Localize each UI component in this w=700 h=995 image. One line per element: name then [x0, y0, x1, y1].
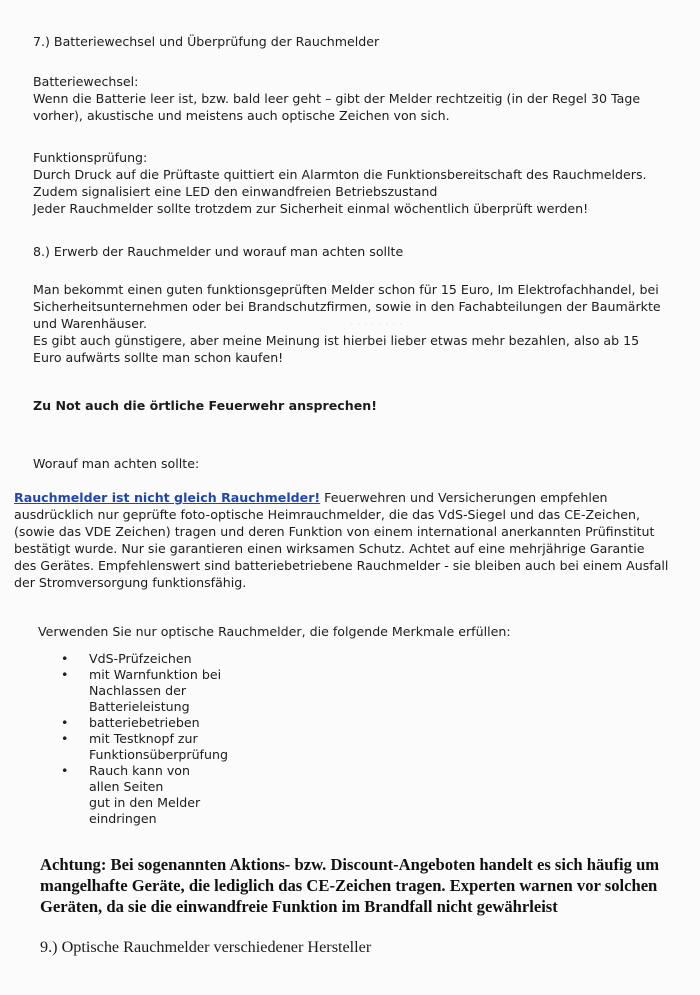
text-line: Achtung: Bei sogenannten Aktions- bzw. Discount-Angeboten handelt es sich häufig um: [40, 855, 660, 874]
text-line: der Stromversorgung funktionsfähig.: [14, 575, 247, 590]
list-item: • mit Testknopf zur Funktionsüberprüfung: [61, 731, 228, 762]
text-line: mangelhafte Geräte, die lediglich das CE-Zeichen tragen. Experten warnen vor solchen: [40, 876, 658, 895]
text-line: Wenn die Batterie leer ist, bzw. bald leer geht – gibt der Melder rechtzeitig (in der Regel 30 Tage: [33, 91, 641, 106]
list-item: • batteriebetrieben: [61, 715, 200, 730]
text-line: Durch Druck auf die Prüftaste quittiert ein Alarmton die Funktionsbereitschaft des Rauchmelders.: [33, 167, 647, 182]
text-line-rest: Feuerwehren und Versicherungen empfehlen: [320, 490, 608, 505]
smoke-detector-link[interactable]: Rauchmelder ist nicht gleich Rauchmelder!: [14, 490, 321, 505]
text-line: Euro aufwärts sollte man schon kaufen!: [33, 350, 284, 365]
text-line: und Warenhäuser.: [33, 316, 147, 331]
list-item: • Rauch kann von allen Seiten gut in den Melder eindringen: [61, 763, 201, 826]
text-line: Es gibt auch günstigere, aber meine Meinung ist hierbei lieber etwas mehr bezahlen, also ab 15: [33, 333, 640, 348]
text-line: (sowie das VDE Zeichen) tragen und deren Funktion von einem international anerkannten Prüfinstitut: [14, 524, 655, 539]
battery-change-text: [33, 90, 640, 124]
battery-change-label: Batteriewechsel:: [33, 74, 139, 89]
watch-out-label: Worauf man achten sollte:: [33, 456, 200, 471]
section-9-heading: 9.) Optische Rauchmelder verschiedener Hersteller: [40, 938, 372, 956]
text-line: Zudem signalisiert eine LED den einwandfreien Betriebszustand: [33, 184, 438, 199]
text-line: Geräten, da sie die einwandfreie Funktion im Brandfall nicht gewährleist: [40, 897, 558, 916]
bullet-icon: •: [61, 715, 69, 730]
text-line: bestätigt wurde. Nur sie garantieren einen wirksamen Schutz. Achtet auf eine mehrjährige Garantie: [14, 541, 645, 556]
bullet-icon: •: [61, 651, 69, 666]
show-through-text: · · · · · · · ·: [350, 318, 403, 331]
section-7-heading: 7.) Batteriewechsel und Überprüfung der Rauchmelder: [33, 34, 380, 49]
text-line: Man bekommt einen guten funktionsgeprüften Melder schon für 15 Euro, Im Elektrofachhandel, bei: [33, 282, 659, 297]
feature-list: [60, 651, 228, 827]
bullet-icon: •: [61, 731, 69, 746]
text-line: Jeder Rauchmelder sollte trotzdem zur Sicherheit einmal wöchentlich überprüft werden!: [33, 201, 589, 216]
list-intro: Verwenden Sie nur optische Rauchmelder, die folgende Merkmale erfüllen:: [38, 624, 511, 639]
text-line: des Gerätes. Empfehlenswert sind batteriebetriebene Rauchmelder - sie bleiben auch bei einem Ausfall: [14, 558, 669, 573]
bullet-icon: •: [61, 667, 69, 682]
purchase-paragraph: [33, 281, 661, 366]
list-item: • VdS-Prüfzeichen: [61, 651, 192, 666]
discount-warning: [40, 854, 659, 917]
text-line: Sicherheitsunternehmen oder bei Brandschutzfirmen, sowie in den Fachabteilungen der Baumärkte: [33, 299, 661, 314]
smoke-detector-paragraph: [14, 489, 668, 591]
list-item: • mit Warnfunktion bei Nachlassen der Batterieleistung: [61, 667, 222, 714]
fire-department-note: Zu Not auch die örtliche Feuerwehr ansprechen!: [33, 398, 377, 413]
bullet-icon: •: [61, 763, 69, 778]
text-line: vorher), akustische und meistens auch optische Zeichen von sich.: [33, 108, 450, 123]
section-8-heading: 8.) Erwerb der Rauchmelder und worauf man achten sollte: [33, 244, 404, 259]
function-test-label: Funktionsprüfung:: [33, 150, 148, 165]
text-line: [14, 489, 668, 506]
text-line: ausdrücklich nur geprüfte foto-optische Heimrauchmelder, die das VdS-Siegel und das CE-Zeichen,: [14, 507, 641, 522]
function-test-text: [33, 166, 647, 217]
